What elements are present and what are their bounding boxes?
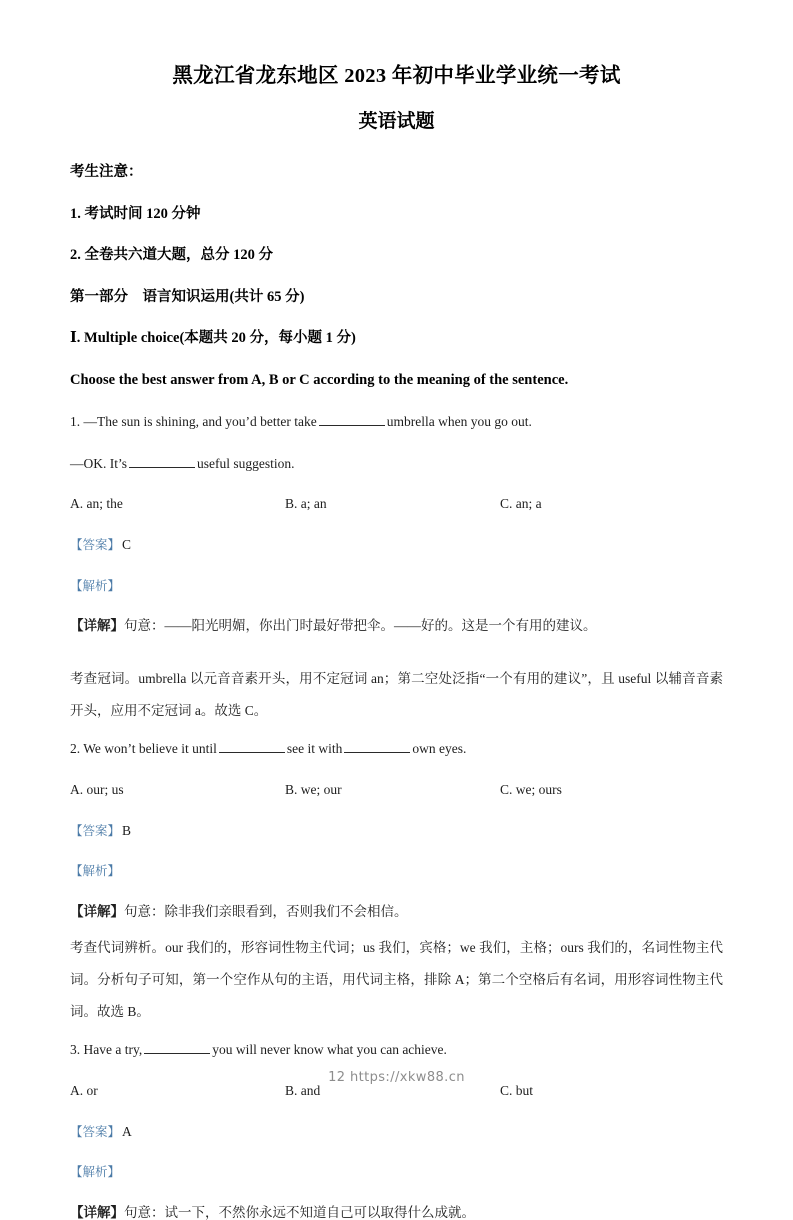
notice-item-2: 2. 全卷共六道大题，总分 120 分 <box>70 247 273 264</box>
page-footer <box>0 1070 793 1085</box>
option-c[interactable]: C. we; ours <box>500 781 562 797</box>
page-title: 黑龙江省龙东地区 2023 年初中毕业学业统一考试 <box>172 65 621 87</box>
spacer <box>70 263 723 290</box>
answer-blank <box>344 741 410 753</box>
option-b[interactable]: B. a; an <box>285 496 327 512</box>
spacer <box>70 1028 723 1042</box>
spacer <box>70 470 723 497</box>
answer-label: 【答案】 <box>70 1123 121 1139</box>
question-3-stem-post: you will never know what you can achieve. <box>212 1042 447 1058</box>
footer-watermark: 12 https://xkw88.cn <box>328 1070 465 1085</box>
notice-item-1: 1. 考试时间 120 分钟 <box>70 205 201 222</box>
question-3-options <box>70 1084 723 1098</box>
spacer <box>70 552 723 579</box>
spacer <box>70 592 723 619</box>
question-1-stem-line-1 <box>70 414 723 429</box>
spacer <box>70 387 723 414</box>
question-2-analysis-label <box>70 864 723 878</box>
spacer <box>70 1138 723 1165</box>
question-2-stem-post: own eyes. <box>412 741 467 756</box>
spacer <box>70 727 723 741</box>
section-heading-multiple-choice: Ⅰ. Multiple choice(本题共 20 分，每小题 1 分) <box>70 330 356 347</box>
option-a[interactable]: A. our; us <box>70 781 124 797</box>
question-2-detail <box>70 905 723 919</box>
spacer <box>70 180 723 207</box>
spacer <box>70 221 723 248</box>
detail-label: 【详解】 <box>70 618 124 634</box>
question-3-answer <box>70 1125 723 1139</box>
spacer <box>70 918 723 932</box>
question-2-answer <box>70 824 723 838</box>
option-a[interactable]: A. or <box>70 1082 98 1098</box>
question-1-analysis-label <box>70 579 723 593</box>
answer-value: B <box>122 822 132 838</box>
question-1-explanation: 考查冠词。umbrella 以元音音素开头，用不定冠词 an；第二空处泛指“一个有用的建议”，且 useful 以辅音音素开头，应用不定冠词 a。故选 C。 <box>70 670 723 718</box>
option-c[interactable]: C. an; a <box>500 496 542 512</box>
option-b[interactable]: B. and <box>285 1082 321 1098</box>
answer-label: 【答案】 <box>70 822 121 838</box>
part-one-heading: 第一部分 语言知识运用(共计 65 分) <box>70 288 305 305</box>
spacer <box>70 429 723 456</box>
question-1-options <box>70 497 723 511</box>
option-b[interactable]: B. we; our <box>285 781 342 797</box>
spacer <box>70 1179 723 1206</box>
question-3-analysis-label <box>70 1165 723 1179</box>
spacer <box>70 511 723 538</box>
answer-blank <box>144 1042 210 1054</box>
detail-label: 【详解】 <box>70 1204 124 1220</box>
question-1-detail <box>70 619 723 633</box>
question-2-options <box>70 783 723 797</box>
answer-blank <box>319 414 385 426</box>
question-1-stem-pre: 1. —The sun is shining, and you’d better take <box>70 414 317 430</box>
candidate-notice-heading: 考生注意： <box>70 164 143 181</box>
page-subtitle: 英语试题 <box>358 110 435 132</box>
spacer <box>70 797 723 824</box>
spacer <box>70 878 723 905</box>
question-1-stem-post: umbrella when you go out. <box>386 414 532 430</box>
spacer <box>70 346 723 373</box>
question-1-answer <box>70 538 723 552</box>
answer-value: C <box>122 537 132 553</box>
spacer <box>70 134 723 165</box>
option-c[interactable]: C. but <box>500 1082 534 1098</box>
question-2-stem-mid: see it with <box>286 741 343 756</box>
analysis-label: 【解析】 <box>70 1164 121 1180</box>
detail-text: 句意：试一下，不然你永远不知道自己可以取得什么成就。 <box>124 1204 475 1220</box>
spacer <box>70 304 723 331</box>
detail-text: 句意：除非我们亲眼看到，否则我们不会相信。 <box>124 903 408 919</box>
answer-blank <box>129 456 195 468</box>
question-3-stem <box>70 1042 723 1057</box>
question-1-stem2-pre: —OK. It’s <box>70 455 127 471</box>
question-1-stem2-post: useful suggestion. <box>197 455 295 471</box>
question-3-stem-pre: 3. Have a try, <box>70 1042 143 1058</box>
answer-blank <box>219 741 285 753</box>
spacer <box>70 756 723 783</box>
question-1-stem-line-2 <box>70 456 723 471</box>
option-a[interactable]: A. an; the <box>70 496 123 512</box>
section-directive: Choose the best answer from A, B or C according to the meaning of the sentence. <box>70 371 569 388</box>
spacer <box>70 837 723 864</box>
answer-value: A <box>122 1123 132 1139</box>
detail-label: 【详解】 <box>70 903 124 919</box>
spacer <box>70 1098 723 1125</box>
spacer <box>70 633 723 663</box>
question-2-stem-pre: 2. We won’t believe it until <box>70 741 217 756</box>
detail-text: 句意：——阳光明媚，你出门时最好带把伞。——好的。这是一个有用的建议。 <box>124 618 597 634</box>
question-3-detail <box>70 1206 723 1220</box>
question-2-explanation: 考查代词辨析。our 我们的，形容词性物主代词；us 我们，宾格；we 我们，主格；ours 我们的，名词性物主代词。分析句子可知，第一个空作从句的主语，用代词主格，排除 A；第二个空格后有名词，用形容词性物主代词。故选 B。 <box>70 940 723 1019</box>
analysis-label: 【解析】 <box>70 577 121 593</box>
question-2-stem <box>70 741 723 756</box>
answer-label: 【答案】 <box>70 537 121 553</box>
analysis-label: 【解析】 <box>70 863 121 878</box>
